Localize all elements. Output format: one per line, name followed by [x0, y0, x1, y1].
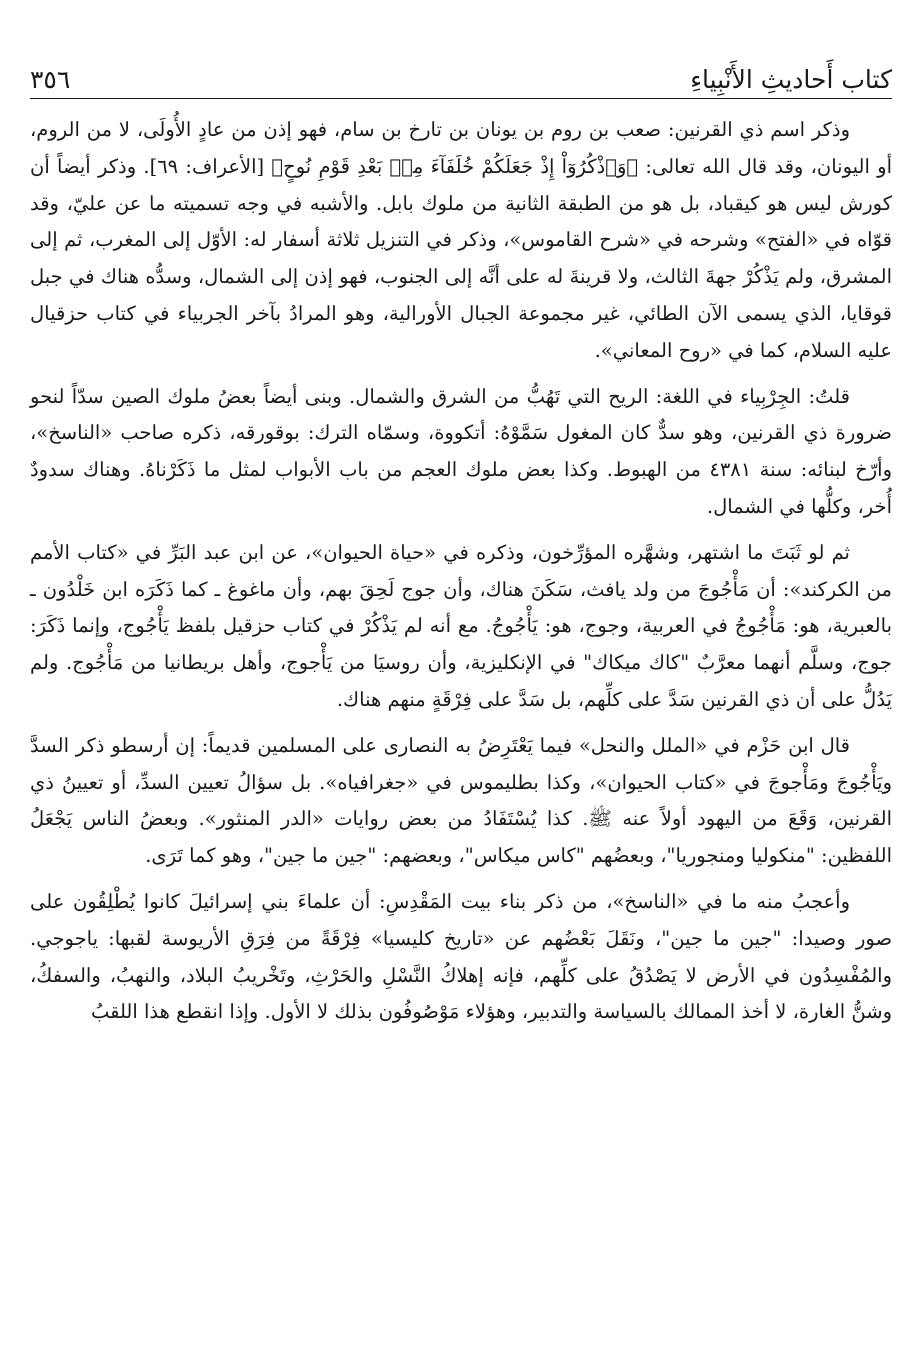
paragraph-dhul-qarnayn-name: وذكر اسم ذي القرنين: صعب بن روم بن يونان بن تارخ بن سام، فهو إذن من عادٍ الأُولَى، لا من الروم، أو اليونان، وقد قال الله تعالى: ﴿وَٱذْكُرُوٓاْ إِذْ جَعَلَكُمْ خُلَفَآءَ مِنۢ بَعْدِ قَوْمِ نُوحٍ﴾ [الأعراف: ٦٩]. وذكر أيضاً أن كورش ليس هو كيقباد، بل هو من الطبقة الثانية من ملوك بابل. والأشبه في وجه تسميته ما عن عليّ، وقد قوّاه في «الفتح» وشرحه في «شرح القاموس»، وذكر في التنزيل ثلاثة أسفار له: الأوّل إلى المغرب، ثم إلى المشرق، ولم يَذْكُرْ جهةَ الثالث، ولا قرينةَ له على أنَّه إلى الجنوب، فهو إذن إلى الشمال، وسدُّه هناك في جبل قوقايا، الذي يسمى الآن الطائي، غير مجموعة الجبال الأورالية، وهو المرادُ بآخر الجربياء في كتاب حزقيال عليه السلام، كما في «روح المعاني». — [30, 118, 892, 362]
header-rule — [30, 98, 892, 99]
running-header — [30, 56, 892, 96]
paragraph-al-nasikh: وأعجبُ منه ما في «الناسخ»، من ذكر بناء بيت المَقْدِسِ: أن علماءَ بني إسرائيلَ كانوا يُطْلِقُون على صور وصيدا: "جين ما جين"، ونَقَلَ بَعْضُهم عن «تاريخ كليسيا» فِرْقَةً من فِرَقِ الأريوسة لقبها: ياجوجي. والمُفْسِدُون في الأرض لا يَصْدُقُ على كلِّهم، فإنه إهلاكُ النَّسْلِ والحَرْثِ، وتَخْريبُ البلاد، والنهبُ، والسفكُ، وشنُّ الغارة، لا أخذ الممالك بالسياسة والتدبير، وهؤلاء مَوْصُوفُون بذلك لا الأول. وإذا انقطع هذا اللقبُ — [30, 889, 892, 1024]
paragraph-ibn-hazm: قال ابن حَزْم في «الملل والنحل» فيما يَعْتَرِضُ به النصارى على المسلمين قديماً: إن أرسطو ذكر السدَّ ويَأْجُوجَ ومَأْجوجَ في «كتاب الحيوان»، وكذا بطليموس في «جغرافياه». بل سؤالُ تعيين السدِّ، أو تعيينُ ذي القرنين، وَقَعَ من اليهود أولاً عنه ﷺ. كذا يُسْتَفَادُ من بعض روايات «الدر المنثور». وبعضُ الناس يَجْعَلُ اللفظين: "منكوليا ومنجوريا"، وبعضُهم "كاس ميكاس"، وبعضهم: "جين ما جين"، وهو كما تَرَى. — [30, 733, 892, 868]
paragraph-yajuj-majuj-origin: ثم لو ثَبَتَ ما اشتهر، وشهَّره المؤرِّخون، وذكره في «حياة الحيوان»، عن ابن عبد البَرِّ في «كتاب الأمم من الكركند»: أن مَأْجُوجَ من ولد يافث، سَكَنَ هناك، وأن جوج لَحِقَ بهم، وأن ماغوغ ـ كما ذَكَرَه ابن خَلْدُون ـ بالعبرية، هو: مَأْجُوجُ في العربية، وجوج، هو: يَأْجُوجُ. مع أنه لم يَذْكُرْ في كتاب حزقيل بلفظ يَأْجُوج، وإنما ذَكَرَ: جوج، وسلَّم أنهما معرَّبٌ "كاك ميكاك" في الإنكليزية، وأن روسيَا من يَأْجوج، وأهل بريطانيا من مَأْجُوج. ولم يَدُلُّ على أن ذي القرنين سَدَّ على كلِّهم، بل سَدَّ على فِرْقَةٍ منهم هناك. — [30, 540, 892, 711]
page-number: ٣٥٦ — [30, 65, 71, 94]
page-body — [30, 112, 892, 1040]
running-title: كتاب أَحاديثِ الأَنْبِياءِ — [690, 65, 892, 94]
book-page — [30, 0, 892, 1371]
paragraph-jirbiya: قلتُ: الجِرْبِياء في اللغة: الريح التي تَهُبُّ من الشرق والشمال. وبنى أيضاً بعضُ ملوك الصين سدّاً لنحو ضرورة ذي القرنين، وهو سدٌّ كان المغول سَمَّوْهُ: أتكووة، وسمّاه الترك: بوقورقه، ذكره صاحب «الناسخ»، وأرّخ لبنائه: سنة ٤٣٨١ من الهبوط. وكذا بعض ملوك العجم من باب الأبواب لمثل ما ذَكَرْناهُ. وهناك سدودٌ أُخر، وكلُّها في الشمال. — [30, 384, 892, 518]
